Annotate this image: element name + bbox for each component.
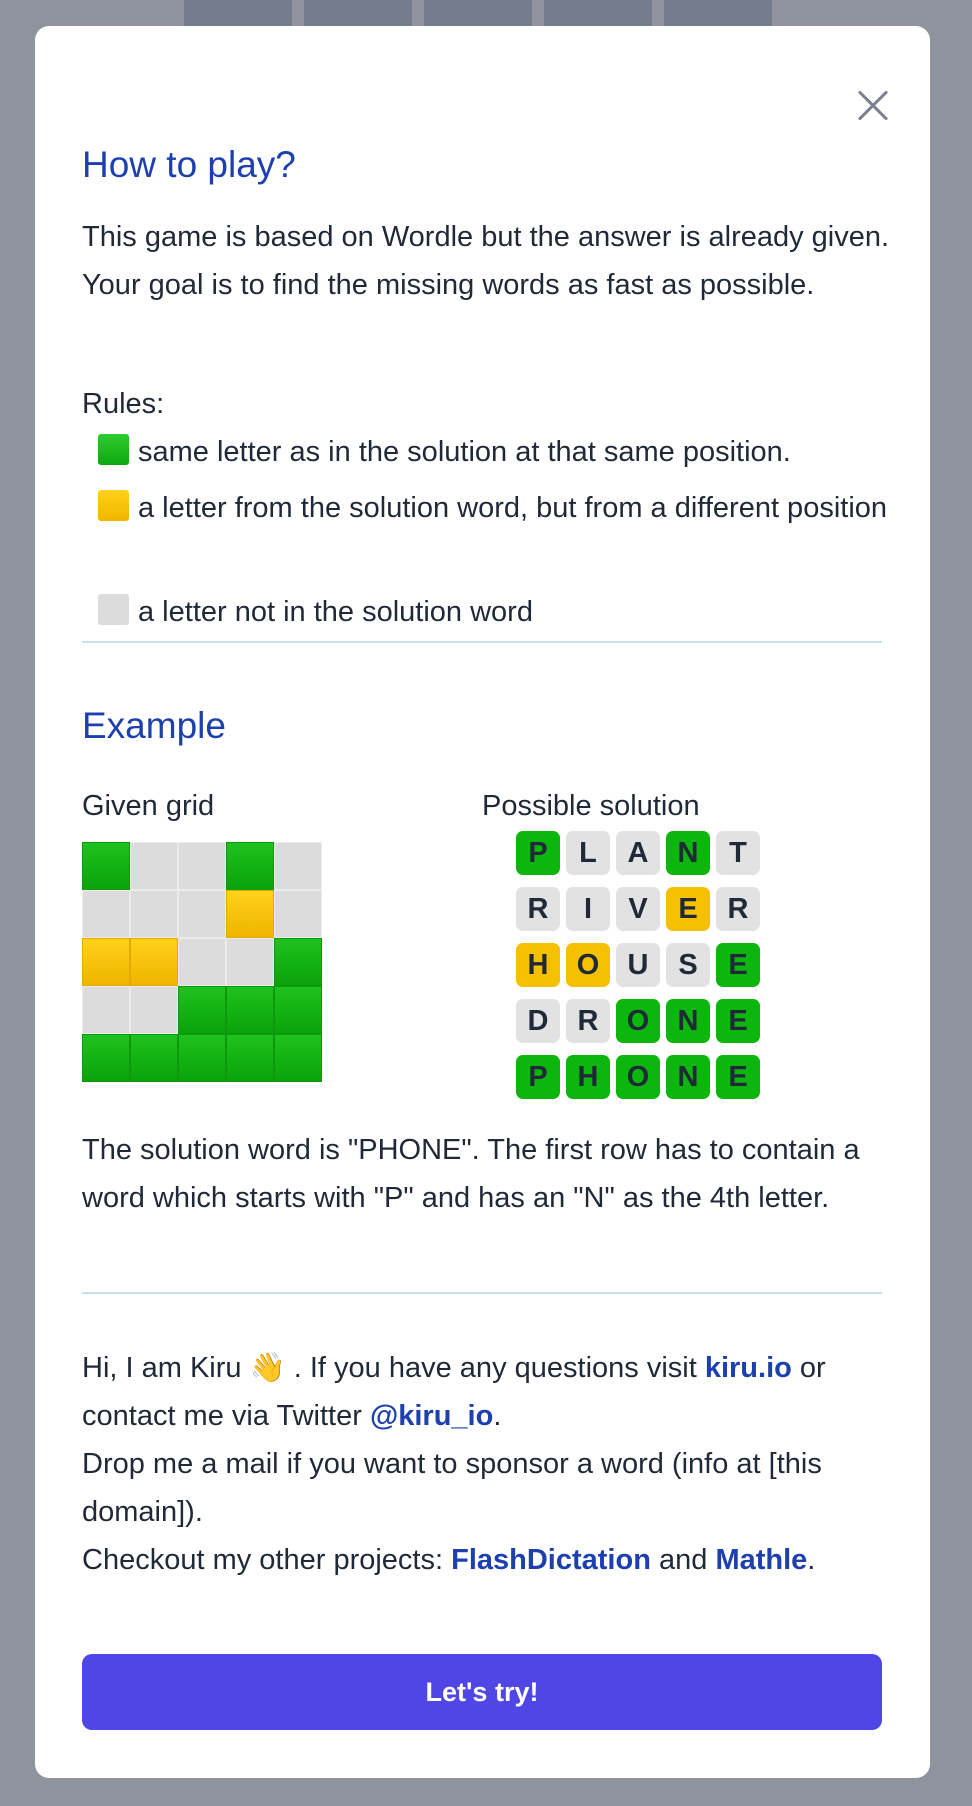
waving-hand-icon: 👋	[249, 1352, 286, 1384]
and-text: and	[658, 1544, 708, 1576]
kiru-site-link[interactable]: kiru.io	[704, 1352, 792, 1384]
background-tile	[184, 0, 292, 26]
given-grid-cell	[178, 890, 226, 938]
background-board-tiles	[184, 0, 772, 26]
given-grid-label: Given grid	[82, 790, 215, 822]
solution-tile: U	[616, 943, 660, 987]
rule-text: a letter from the solution word, but from a different position	[138, 492, 888, 524]
rule-text: same letter as in the solution at that same position.	[138, 436, 791, 468]
background-tile	[544, 0, 652, 26]
solution-tile: R	[516, 887, 560, 931]
given-grid	[82, 842, 322, 1082]
solution-tile: H	[566, 1055, 610, 1099]
solution-tile: S	[666, 943, 710, 987]
solution-tile: I	[566, 887, 610, 931]
gray-square-icon	[98, 594, 129, 625]
given-grid-cell	[226, 986, 274, 1034]
modal-title: How to play?	[82, 144, 296, 185]
given-grid-cell	[178, 986, 226, 1034]
divider	[82, 1292, 882, 1294]
solution-tile: E	[716, 1055, 760, 1099]
how-to-play-modal	[35, 26, 930, 1778]
solution-tile: O	[616, 1055, 660, 1099]
given-grid-cell	[226, 890, 274, 938]
solution-tile: V	[616, 887, 660, 931]
lets-try-button[interactable]: Let's try!	[82, 1654, 882, 1730]
solution-tile: O	[616, 999, 660, 1043]
about-line	[82, 1344, 892, 1440]
given-grid-cell	[226, 938, 274, 986]
about-section	[82, 1344, 892, 1584]
given-grid-cell	[274, 842, 322, 890]
divider	[82, 641, 882, 643]
projects-prefix: Checkout my other projects:	[82, 1544, 444, 1576]
close-icon[interactable]	[856, 89, 890, 123]
solution-tile: R	[566, 999, 610, 1043]
given-grid-cell	[130, 938, 178, 986]
rule-text: a letter not in the solution word	[138, 596, 533, 628]
solution-grid	[516, 831, 760, 1099]
rule-correct	[98, 428, 888, 476]
solution-tile: P	[516, 1055, 560, 1099]
solution-tile: N	[666, 1055, 710, 1099]
example-explanation: The solution word is "PHONE". The first row has to contain a word which starts with "P" and has an "N" as the 4th letter.	[82, 1134, 860, 1214]
background-tile	[664, 0, 772, 26]
solution-tile: E	[666, 887, 710, 931]
solution-tile: A	[616, 831, 660, 875]
solution-tile: E	[716, 999, 760, 1043]
solution-tile: L	[566, 831, 610, 875]
given-grid-cell	[82, 842, 130, 890]
possible-solution-label: Possible solution	[482, 790, 700, 822]
period: .	[493, 1400, 502, 1432]
rules-label: Rules:	[82, 388, 165, 420]
solution-tile: N	[666, 999, 710, 1043]
solution-tile: T	[716, 831, 760, 875]
solution-tile: E	[716, 943, 760, 987]
given-grid-cell	[82, 938, 130, 986]
sponsor-text: Drop me a mail if you want to sponsor a word (info at [this domain]).	[82, 1448, 822, 1528]
given-grid-cell	[82, 986, 130, 1034]
given-grid-cell	[130, 842, 178, 890]
projects-line	[82, 1536, 892, 1584]
given-grid-cell	[274, 890, 322, 938]
given-grid-cell	[130, 986, 178, 1034]
given-grid-cell	[130, 1034, 178, 1082]
flashdictation-link[interactable]: FlashDictation	[451, 1544, 651, 1576]
solution-tile: D	[516, 999, 560, 1043]
solution-tile: H	[516, 943, 560, 987]
solution-tile: O	[566, 943, 610, 987]
given-grid-cell	[178, 1034, 226, 1082]
given-grid-cell	[178, 938, 226, 986]
given-grid-cell	[274, 938, 322, 986]
about-intro: Hi, I am Kiru	[82, 1352, 242, 1384]
given-grid-cell	[226, 842, 274, 890]
about-questions: . If you have any questions visit	[293, 1352, 697, 1384]
solution-tile: P	[516, 831, 560, 875]
solution-tile: R	[716, 887, 760, 931]
background-tile	[304, 0, 412, 26]
given-grid-cell	[274, 1034, 322, 1082]
example-title: Example	[82, 705, 226, 746]
intro-text: This game is based on Wordle but the answer is already given. Your goal is to find the missing words as fast as possible.	[82, 221, 890, 301]
yellow-square-icon	[98, 490, 129, 521]
given-grid-cell	[178, 842, 226, 890]
background-tile	[424, 0, 532, 26]
period: .	[807, 1544, 816, 1576]
given-grid-cell	[82, 890, 130, 938]
green-square-icon	[98, 434, 129, 465]
given-grid-cell	[226, 1034, 274, 1082]
given-grid-cell	[130, 890, 178, 938]
about-twitter-text: or contact me via Twitter	[82, 1352, 826, 1432]
solution-tile: N	[666, 831, 710, 875]
given-grid-cell	[82, 1034, 130, 1082]
twitter-link[interactable]: @kiru_io	[369, 1400, 494, 1432]
rule-present	[98, 484, 888, 532]
rule-absent	[98, 588, 888, 636]
mathle-link[interactable]: Mathle	[715, 1544, 808, 1576]
given-grid-cell	[274, 986, 322, 1034]
